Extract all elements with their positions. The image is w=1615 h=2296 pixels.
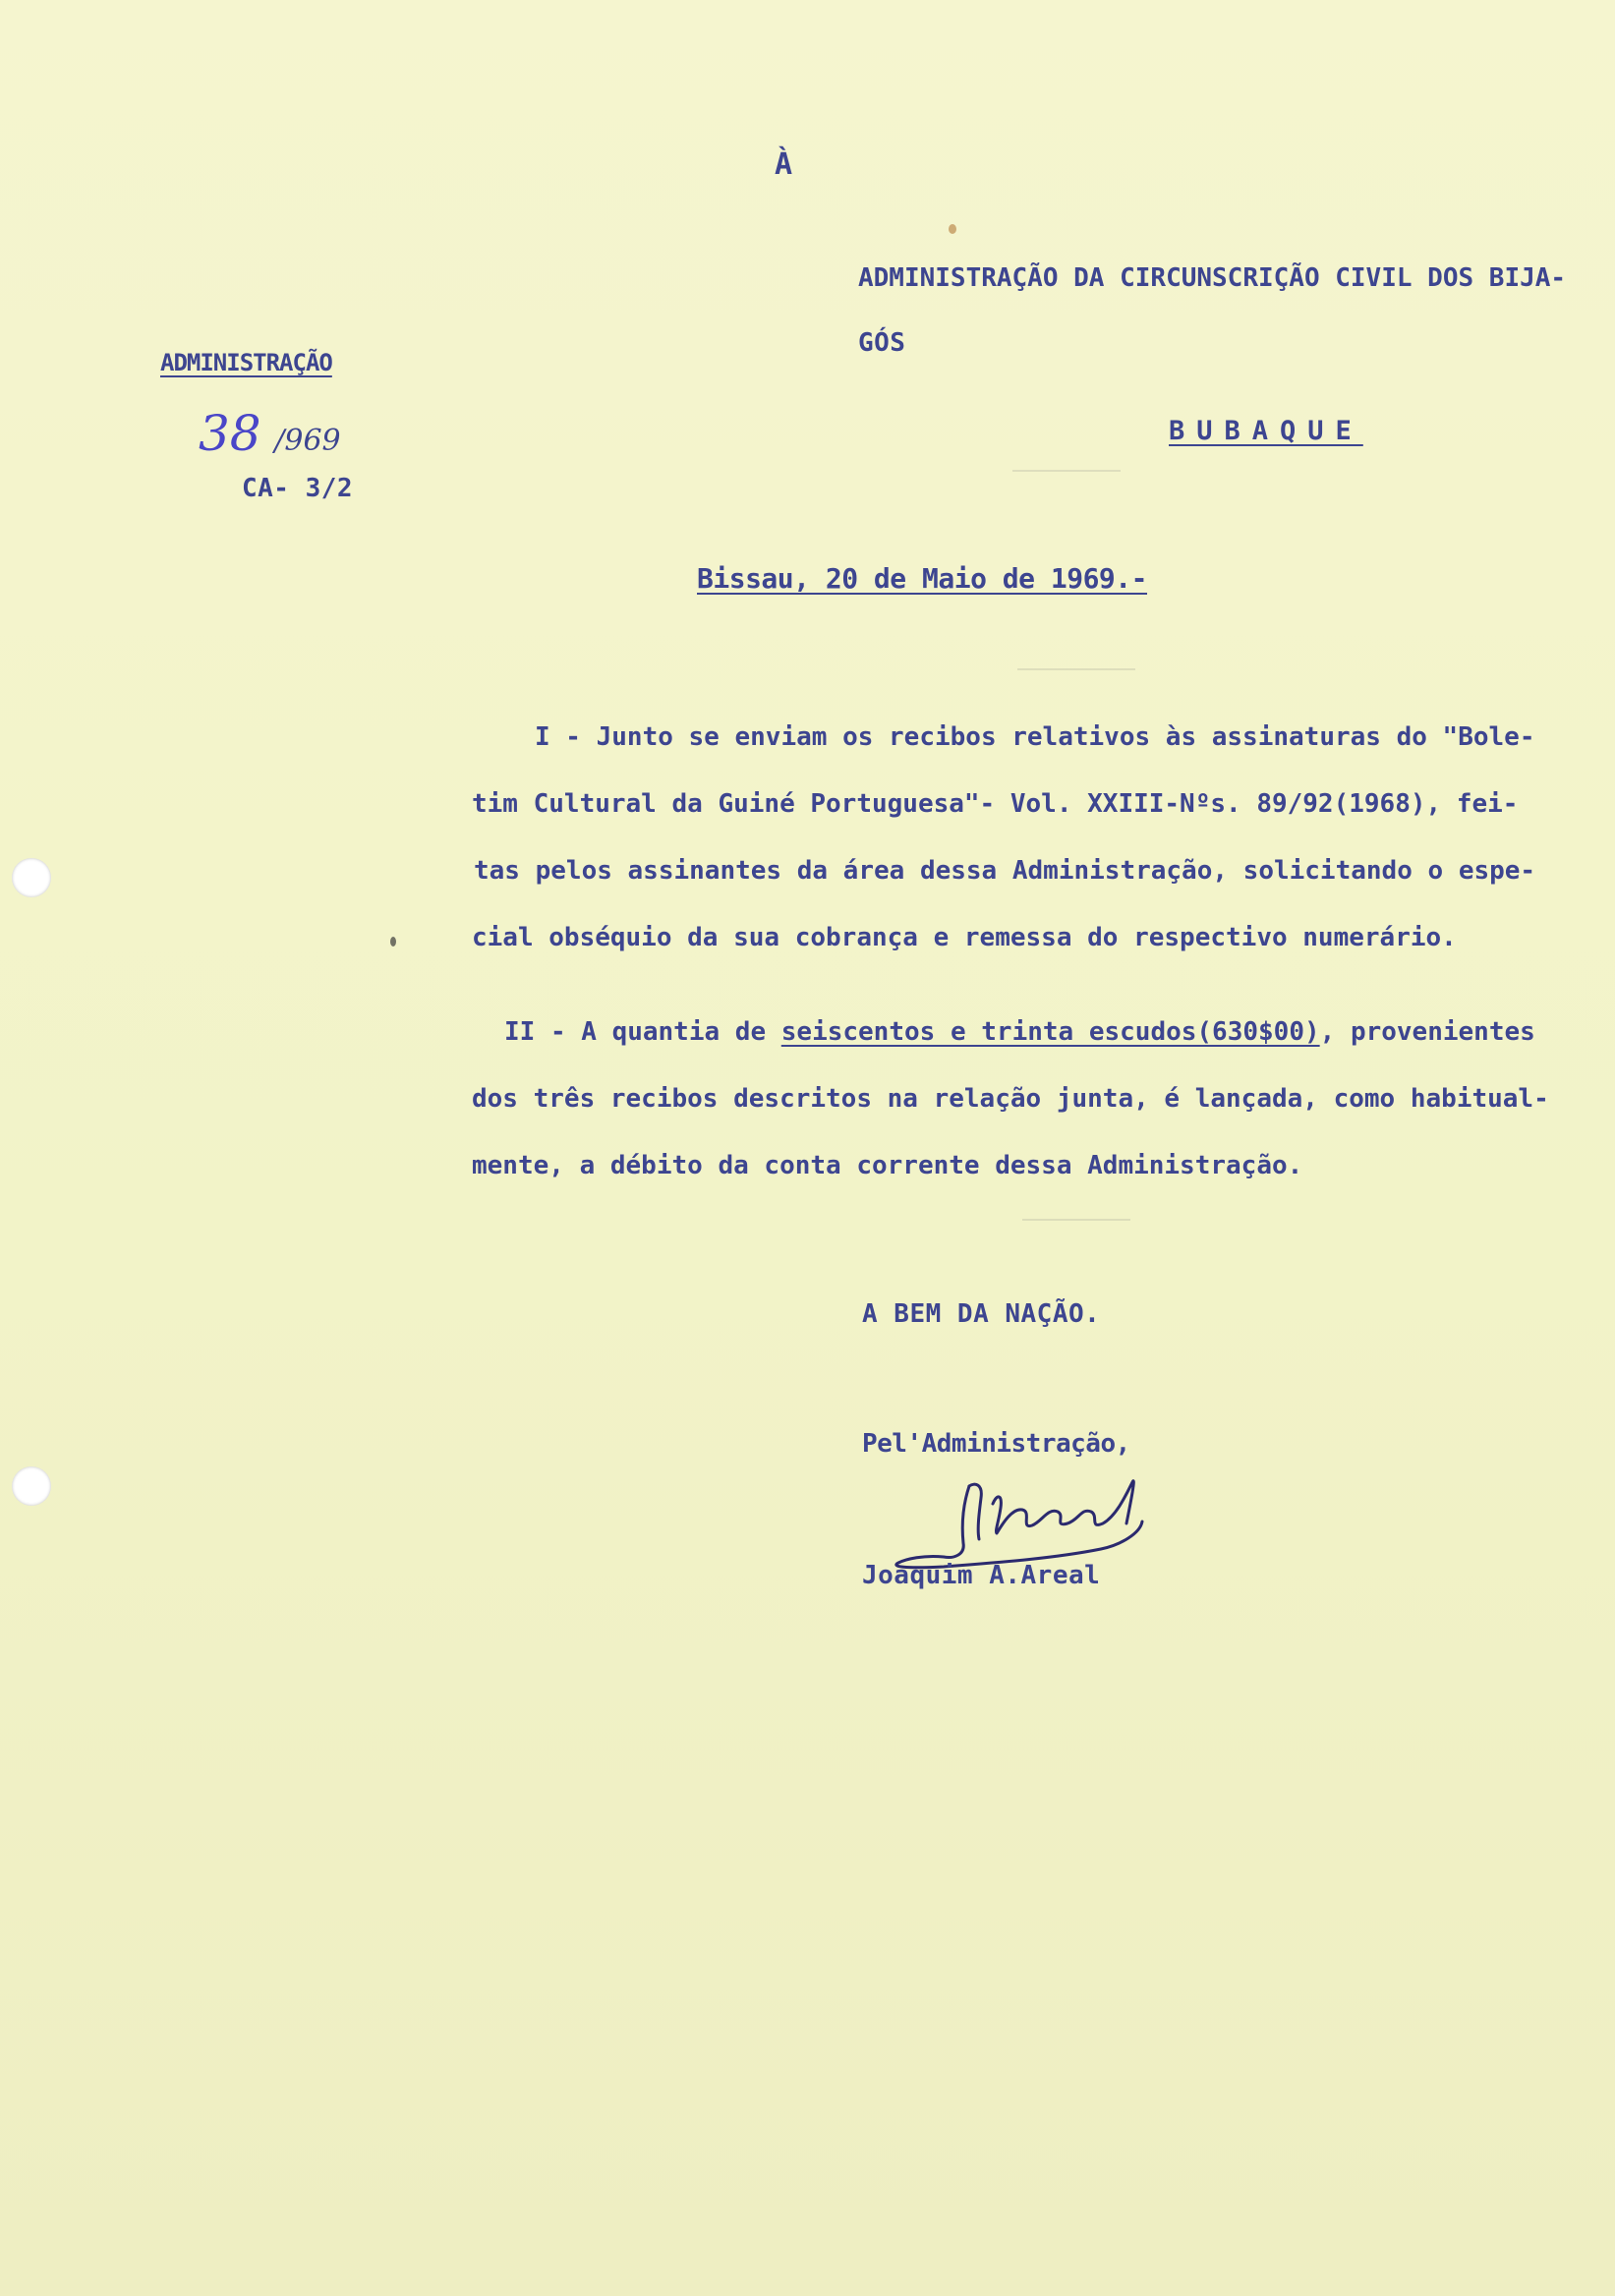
- paragraph-2: [472, 999, 1549, 1199]
- paper-stain: [949, 224, 956, 234]
- punch-hole-lower: [12, 1466, 51, 1506]
- show-through-mark: [1022, 1219, 1130, 1221]
- show-through-mark: [1017, 668, 1135, 670]
- date-line: Bissau, 20 de Maio de 1969.-: [697, 562, 1148, 595]
- closing-on-behalf: Pel'Administração,: [862, 1429, 1130, 1459]
- paragraph-1: [472, 704, 1535, 971]
- addressee-place: BUBAQUE: [1169, 416, 1363, 446]
- reference-code: CA- 3/2: [242, 474, 354, 503]
- reference-office: ADMINISTRAÇÃO: [160, 349, 332, 376]
- paragraph-1-line: I - Junto se enviam os recibos relativos às assinaturas do "Bole-: [535, 722, 1535, 752]
- addressee-prefix: À: [775, 147, 793, 182]
- paragraph-2-first-line: [472, 999, 1549, 1065]
- paper-stain: [390, 937, 396, 947]
- paragraph-2-suffix: , provenientes: [1319, 1017, 1535, 1047]
- paragraph-1-line: cial obséquio da sua cobrança e remessa do respectivo numerário.: [472, 923, 1457, 952]
- addressee-line-1: ADMINISTRAÇÃO DA CIRCUNSCRIÇÃO CIVIL DOS BIJA-: [858, 263, 1567, 293]
- paragraph-1-line: tas pelos assinantes da área dessa Administração, solicitando o espe-: [474, 856, 1536, 886]
- paragraph-2-line: mente, a débito da conta corrente dessa Administração.: [472, 1151, 1303, 1180]
- closing-salutation: A BEM DA NAÇÃO.: [862, 1299, 1101, 1329]
- paragraph-2-line: dos três recibos descritos na relação junta, é lançada, como habitual-: [472, 1084, 1549, 1114]
- signatory-name: Joaquim A.Areal: [862, 1561, 1101, 1590]
- addressee-line-2: GÓS: [858, 328, 906, 358]
- paragraph-1-line: tim Cultural da Guiné Portuguesa"- Vol. XXIII-Nºs. 89/92(1968), fei-: [472, 789, 1519, 819]
- show-through-mark: [1012, 470, 1121, 472]
- amount-underlined: seiscentos e trinta escudos(630$00): [780, 1017, 1320, 1047]
- reference-number: [199, 405, 341, 462]
- reference-year: /969: [274, 424, 341, 458]
- handwritten-number: 38: [199, 405, 261, 462]
- paragraph-2-prefix: II - A quantia de: [504, 1017, 781, 1047]
- punch-hole-upper: [12, 858, 51, 897]
